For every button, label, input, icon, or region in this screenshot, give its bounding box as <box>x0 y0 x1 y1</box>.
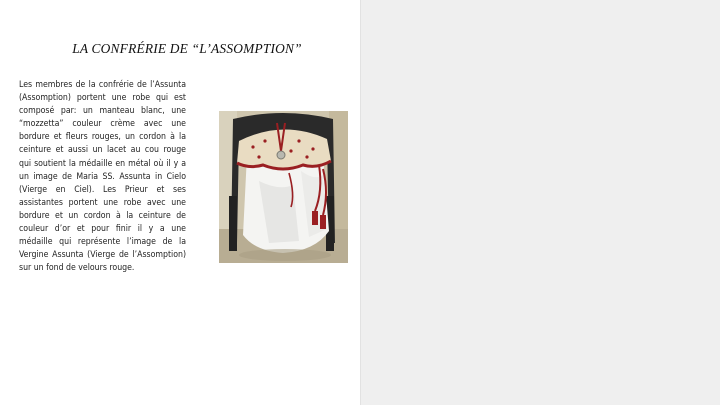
slide-title: LA CONFRÉRIE DE “L’ASSOMPTION” <box>72 41 302 56</box>
body-paragraph: Les membres de la confrérie de l’Assunta (Assomption) portent une robe qui est composé par: un manteau blanc, une “mozzetta” couleur crème avec une bordure et fleurs rouges, un cordon à la ceinture et aussi un lacet au cou rouge qui soutient la médaille en métal où il y a un image de Maria SS. Assunta in Cielo (Vierge en Ciel). Les Prieur et ses assistantes portent une robe avec une bordure et un cordon à la ceinture de couleur d’or et pour finir il y a une médaille qui représente l’image de la Vergine Assunta (Vierge de l’Assomption) sur un fond de velours rouge. <box>19 80 186 274</box>
blank-side-panel <box>360 0 720 405</box>
photo-confraternity-robe <box>219 111 348 263</box>
